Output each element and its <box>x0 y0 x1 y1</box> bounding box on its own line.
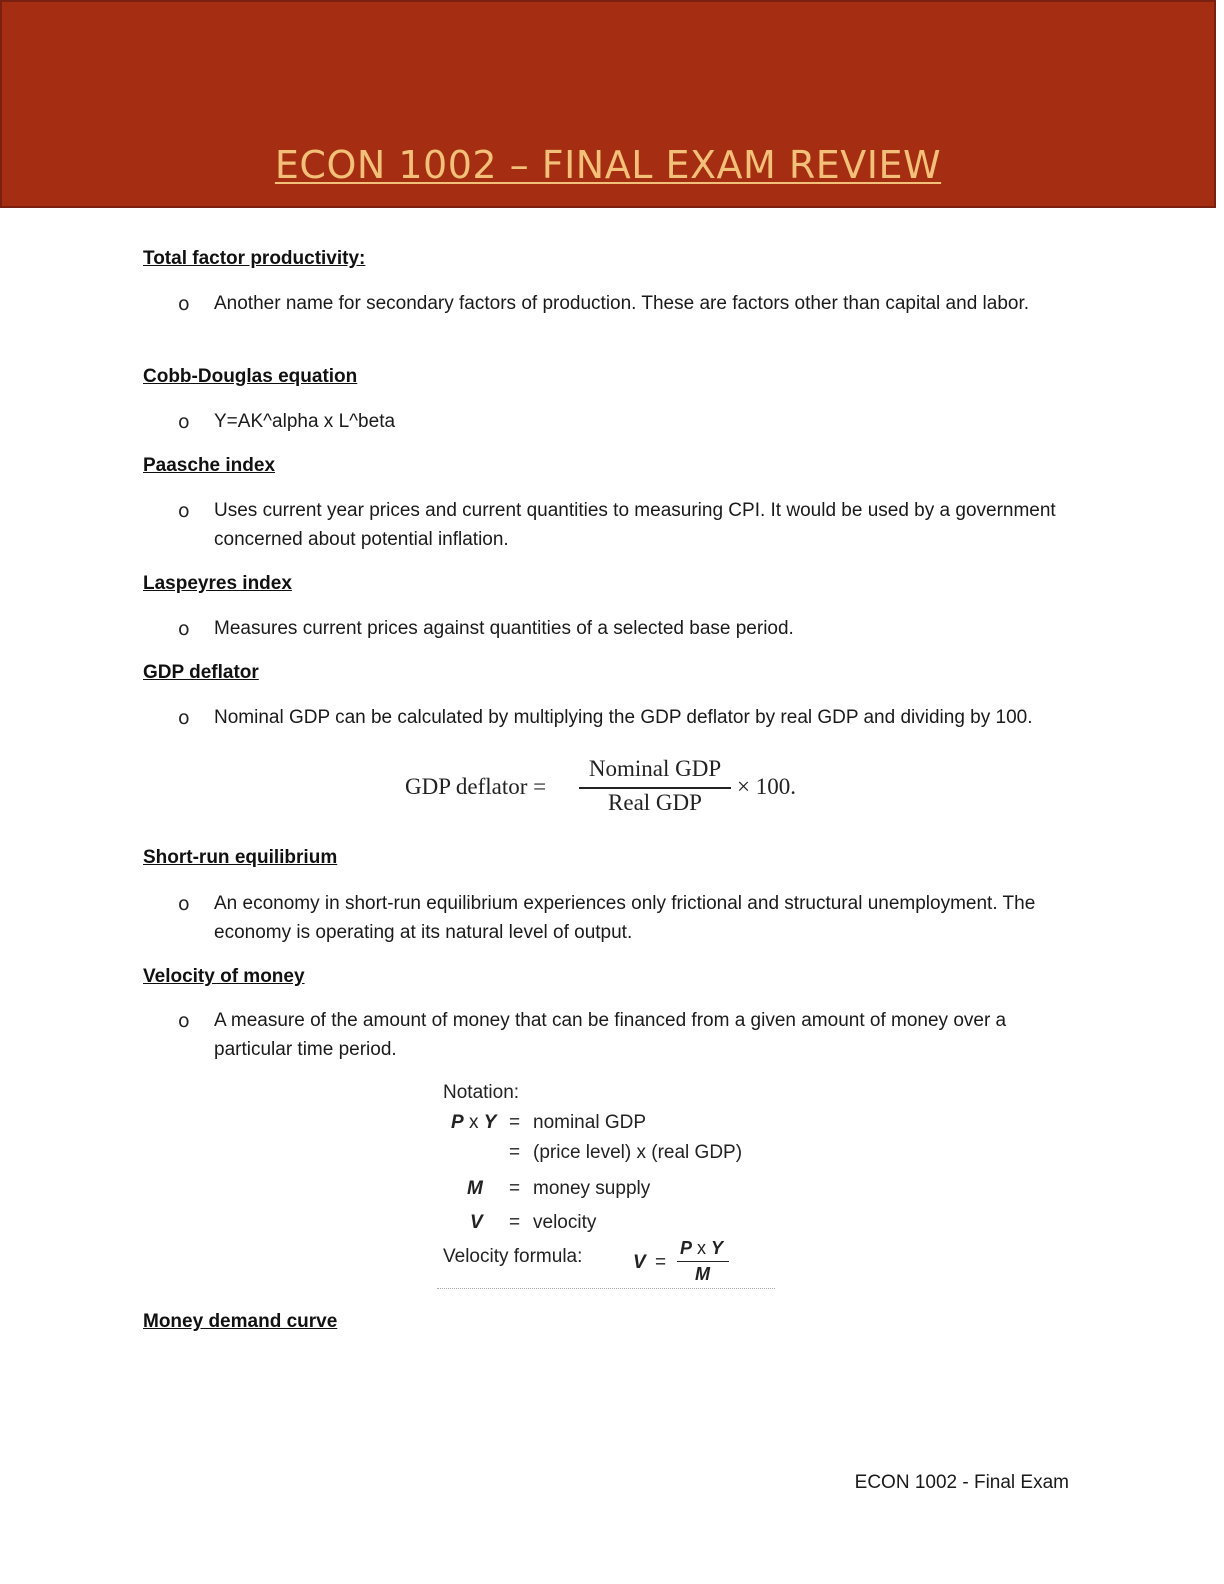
bullet-marker: o <box>178 1010 190 1032</box>
formula-equals: = <box>655 1252 667 1273</box>
bullet-marker: o <box>178 707 190 729</box>
formula-numerator: Nominal GDP <box>588 756 722 781</box>
bullet-text-gdp-deflator: Nominal GDP can be calculated by multiplying the GDP deflator by real GDP and dividing by 100. <box>214 707 1033 728</box>
bullet-marker: o <box>178 500 190 522</box>
bullet-text-tfp: Another name for secondary factors of production. These are factors other than capital and labor. <box>214 293 1030 314</box>
section-heading-short-run: Short-run equilibrium <box>143 847 338 868</box>
bullet-text-short-run: An economy in short-run equilibrium experiences only frictional and structural unemployment. The economy is operating at its natural level of output. <box>214 893 1036 943</box>
formula-lhs: GDP deflator = <box>405 774 547 799</box>
section-heading-velocity: Velocity of money <box>143 966 305 987</box>
section-heading-laspeyres: Laspeyres index <box>143 573 292 594</box>
page-title: ECON 1002 – FINAL EXAM REVIEW <box>274 143 942 187</box>
equals-sign: = <box>509 1178 521 1199</box>
bullet-text-laspeyres: Measures current prices against quantities of a selected base period. <box>214 618 794 639</box>
page-footer: ECON 1002 - Final Exam <box>854 1472 1069 1493</box>
section-heading-gdp-deflator: GDP deflator <box>143 662 259 683</box>
velocity-notation-figure <box>437 1078 775 1289</box>
bullet-marker: o <box>178 293 190 315</box>
formula-denominator: Real GDP <box>608 790 702 815</box>
notation-px-def2: (price level) x (real GDP) <box>533 1142 743 1163</box>
bullet-text-velocity: A measure of the amount of money that can be financed from a given amount of money over a particular time period. <box>214 1010 1007 1060</box>
title-banner <box>0 0 1216 208</box>
formula-denominator-m: M <box>695 1264 710 1284</box>
formula-v: V <box>633 1252 646 1273</box>
section-heading-cobb-douglas: Cobb-Douglas equation <box>143 366 358 387</box>
bullet-marker: o <box>178 618 190 640</box>
notation-m-symbol: M <box>467 1178 483 1199</box>
formula-rhs: × 100. <box>737 774 796 799</box>
bullet-text-cobb-douglas: Y=AK^alpha x L^beta <box>214 411 396 432</box>
notation-title: Notation: <box>443 1082 520 1103</box>
formula-label: Velocity formula: <box>443 1246 583 1267</box>
notation-px-def: nominal GDP <box>533 1112 646 1133</box>
section-heading-tfp: Total factor productivity: <box>143 248 366 269</box>
equals-sign: = <box>509 1212 521 1233</box>
section-heading-money-demand: Money demand curve <box>143 1311 338 1332</box>
equals-sign: = <box>509 1112 521 1133</box>
section-heading-paasche: Paasche index <box>143 455 276 476</box>
notation-px-symbol: P x Y <box>451 1112 497 1133</box>
notation-v-symbol: V <box>470 1212 483 1233</box>
bullet-marker: o <box>178 411 190 433</box>
notation-v-def: velocity <box>533 1212 597 1233</box>
gdp-deflator-formula <box>405 756 825 820</box>
fraction-bar <box>677 1261 729 1262</box>
notation-m-def: money supply <box>533 1178 651 1199</box>
fraction-bar <box>579 787 731 789</box>
bullet-text-paasche: Uses current year prices and current quantities to measuring CPI. It would be used by a government concerned about potential inflation. <box>214 500 1056 550</box>
formula-numerator-px: P x Y <box>680 1238 724 1258</box>
equals-sign: = <box>509 1142 521 1163</box>
bullet-marker: o <box>178 893 190 915</box>
